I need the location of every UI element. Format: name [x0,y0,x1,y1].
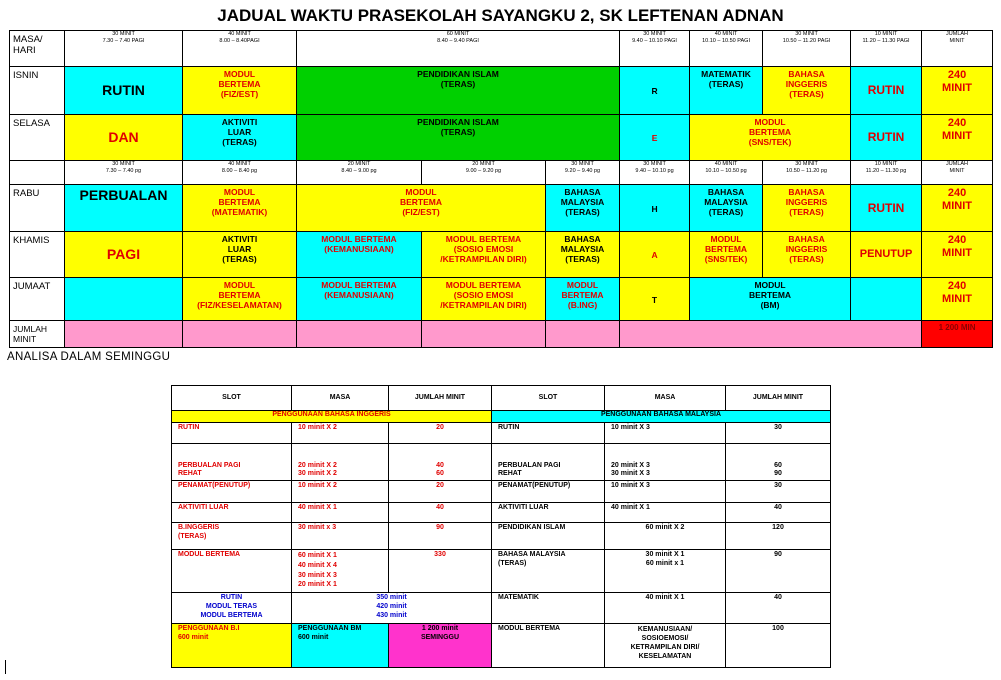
cell-kemanusiaan-2: MODUL BERTEMA (KEMANUSIAAN) [297,278,422,321]
bi-masa: 20 minit X 2 30 minit X 2 [292,444,389,481]
bi-masa: 60 minit X 1 40 minit X 4 30 minit X 3 20 minit X 1 [292,550,389,593]
bi-masa: 30 minit x 3 [292,523,389,550]
slot-header-7: 10 MINIT 11.20 – 11.30 PAGI [851,31,922,67]
cell-pendidikan-islam-2: PENDIDIKAN ISLAM (TERAS) [297,115,620,161]
slot2-header-7: 10 MINIT 11.20 – 11.30 pg [851,161,922,185]
cell-modul-matematik: MODUL BERTEMA (MATEMATIK) [183,185,297,232]
cell-bahasa-malaysia-3: BAHASA MALAYSIA (TERAS) [546,232,620,278]
bi-masa: 40 minit X 1 [292,503,389,523]
bm-masa: 30 minit X 1 60 minit x 1 [605,550,726,593]
cell-bahasa-malaysia-2: BAHASA MALAYSIA (TERAS) [690,185,763,232]
header-slot-2: SLOT [492,386,605,411]
pink-cell [620,321,922,348]
bm-jumlah: 30 [726,481,831,503]
bi-slot: AKTIVITI LUAR [172,503,292,523]
bm-slot: PENAMAT(PENUTUP) [492,481,605,503]
bm-slot: PENDIDIKAN ISLAM [492,523,605,550]
bm-jumlah: 60 90 [726,444,831,481]
bm-section-title: PENGGUNAAN BAHASA MALAYSIA [492,411,831,423]
header-jumlah: JUMLAH MINIT [389,386,492,411]
bi-section-title: PENGGUNAAN BAHASA INGGERIS [172,411,492,423]
slot2-header-4: 30 MINIT 9.40 – 10.10 pg [620,161,690,185]
cell-aktiviti-luar-2: AKTIVITI LUAR (TERAS) [183,232,297,278]
masa-hari-header: MASA/ HARI [10,31,65,67]
slot2-header-total: JUMLAH MINIT [922,161,993,185]
cell-rehat-r: R [620,67,690,115]
bi-jumlah: 40 [389,503,492,523]
cell-total-jumaat: 240 MINIT [922,278,993,321]
page-title: JADUAL WAKTU PRASEKOLAH SAYANGKU 2, SK LEFTENAN ADNAN [217,6,784,25]
penggunaan-bm-cell: PENGGUNAAN BM 600 minit [292,624,389,668]
cell-total-isnin: 240 MINIT [922,67,993,115]
cell-rehat-t: T [620,278,690,321]
header-jumlah-2: JUMLAH MINIT [726,386,831,411]
cell-kemanusiaan: MODUL BERTEMA (KEMANUSIAAN) [297,232,422,278]
bm-masa: 60 minit X 2 [605,523,726,550]
header-masa: MASA [292,386,389,411]
summary-slots: RUTIN MODUL TERAS MODUL BERTEMA [172,593,292,624]
bm-slot: MODUL BERTEMA [492,624,605,668]
cell-modul-fiz-est-2: MODUL BERTEMA (FIZ/EST) [297,185,546,232]
bi-masa: 10 minit X 2 [292,481,389,503]
cell-rutin-end-2: RUTIN [851,115,922,161]
cell-penutup: PENUTUP [851,232,922,278]
cell-aktiviti-luar: AKTIVITI LUAR (TERAS) [183,115,297,161]
penggunaan-bi-cell: PENGGUNAAN B.I 600 minit [172,624,292,668]
bi-masa: 10 minit X 2 [292,423,389,444]
slot-header-5: 40 MINIT 10.10 – 10.50 PAGI [690,31,763,67]
slot2-header-5: 40 MINIT 10.10 – 10.50 pg [690,161,763,185]
bm-masa: 20 minit X 3 30 minit X 3 [605,444,726,481]
cell-modul-fiz-est: MODUL BERTEMA (FIZ/EST) [183,67,297,115]
bi-slot: B.INGGERIS (TERAS) [172,523,292,550]
bi-jumlah: 90 [389,523,492,550]
cell-total-khamis: 240 MINIT [922,232,993,278]
day-rabu: RABU [10,185,65,232]
bi-slot: PERBUALAN PAGI REHAT [172,444,292,481]
day-selasa: SELASA [10,115,65,161]
pink-cell [65,321,183,348]
jumlah-minit-label: JUMLAH MINIT [10,321,65,348]
bm-jumlah: 40 [726,503,831,523]
pink-cell [546,321,620,348]
cell-bahasa-malaysia: BAHASA MALAYSIA (TERAS) [546,185,620,232]
slot2-header-1: 30 MINIT 7.30 – 7.40 pg [65,161,183,185]
bm-slot: AKTIVITI LUAR [492,503,605,523]
day-isnin: ISNIN [10,67,65,115]
slot-header-2: 40 MINIT 8.00 – 8.40PAGI [183,31,297,67]
cell-rehat-e: E [620,115,690,161]
slot2-header-3b: 20 MINIT 9.00 – 9.20 pg [422,161,546,185]
bm-masa: 10 minit X 3 [605,481,726,503]
weekly-total-cell: 1 200 minit SEMINGGU [389,624,492,668]
cell-modul-sns-tek: MODUL BERTEMA (SNS/TEK) [690,115,851,161]
cell-rehat-h: H [620,185,690,232]
slot2-header-3a: 20 MINIT 8.40 – 9.00 pg [297,161,422,185]
slot-header-1: 30 MINIT 7.30 – 7.40 PAGI [65,31,183,67]
slot-header-6: 30 MINIT 10.50 – 11.20 PAGI [763,31,851,67]
slot-header-total: JUMLAH MINIT [922,31,993,67]
day-jumaat: JUMAAT [10,278,65,321]
day-khamis: KHAMIS [10,232,65,278]
pink-cell [422,321,546,348]
cell-bahasa-inggeris-2: BAHASA INGGERIS (TERAS) [763,185,851,232]
bm-masa: 40 minit X 1 [605,503,726,523]
cell-total-selasa: 240 MINIT [922,115,993,161]
analysis-label: ANALISA DALAM SEMINGGU [7,351,171,363]
cell-modul-sns-tek-2: MODUL BERTEMA (SNS/TEK) [690,232,763,278]
bm-jumlah: 30 [726,423,831,444]
bm-masa: 40 minit X 1 [605,593,726,624]
bi-slot: RUTIN [172,423,292,444]
cell-sosio-emosi: MODUL BERTEMA (SOSIO EMOSI /KETRAMPILAN DIRI) [422,232,546,278]
cell-sosio-emosi-2: MODUL BERTEMA (SOSIO EMOSI /KETRAMPILAN DIRI) [422,278,546,321]
cell-pendidikan-islam: PENDIDIKAN ISLAM (TERAS) [297,67,620,115]
bi-slot: MODUL BERTEMA [172,550,292,593]
cell-dan: DAN [65,115,183,161]
timetable [9,30,993,348]
bi-jumlah: 20 [389,423,492,444]
cell-modul-bm: MODUL BERTEMA (BM) [690,278,851,321]
cell-bahasa-inggeris: BAHASA INGGERIS (TERAS) [763,67,851,115]
bm-slot: BAHASA MALAYSIA (TERAS) [492,550,605,593]
cell-rutin-end-3: RUTIN [851,185,922,232]
cell-rutin-end: RUTIN [851,67,922,115]
text-cursor [5,660,6,674]
analysis-table [171,385,831,668]
bm-jumlah: 100 [726,624,831,668]
cell-total-rabu: 240 MINIT [922,185,993,232]
cell-modul-bing: MODUL BERTEMA (B.ING) [546,278,620,321]
cell-pagi: PAGI [65,232,183,278]
bm-masa: KEMANUSIAAN/ SOSIOEMOSI/ KETRAMPILAN DIRI/ KESELAMATAN [605,624,726,668]
bm-jumlah: 120 [726,523,831,550]
header-masa-2: MASA [605,386,726,411]
cell-grand-total: 1 200 MIN [922,321,993,348]
pink-cell [183,321,297,348]
cell-jumaat-blank [65,278,183,321]
header-slot: SLOT [172,386,292,411]
bm-jumlah: 40 [726,593,831,624]
cell-matematik: MATEMATIK (TERAS) [690,67,763,115]
bi-jumlah: 330 [389,550,492,593]
bm-slot: PERBUALAN PAGI REHAT [492,444,605,481]
summary-minutes: 350 minit 420 minit 430 minit [292,593,492,624]
cell-modul-fiz-keselamatan: MODUL BERTEMA (FIZ/KESELAMATAN) [183,278,297,321]
bm-slot: RUTIN [492,423,605,444]
slot2-header-2: 40 MINIT 8.00 – 8.40 pg [183,161,297,185]
bi-jumlah: 40 60 [389,444,492,481]
slot2-header-6: 30 MINIT 10.50 – 11.20 pg [763,161,851,185]
cell-bahasa-inggeris-3: BAHASA INGGERIS (TERAS) [763,232,851,278]
bm-masa: 10 minit X 3 [605,423,726,444]
cell-perbualan: PERBUALAN [65,185,183,232]
blank-header-cell [10,161,65,185]
cell-rutin: RUTIN [65,67,183,115]
bi-jumlah: 20 [389,481,492,503]
cell-jumaat-blank-2 [851,278,922,321]
pink-cell [297,321,422,348]
bi-slot: PENAMAT(PENUTUP) [172,481,292,503]
bm-slot: MATEMATIK [492,593,605,624]
slot-header-4: 30 MINIT 9.40 – 10.10 PAGI [620,31,690,67]
slot-header-3: 60 MINIT 8.40 – 9.40 PAGI [297,31,620,67]
cell-rehat-a: A [620,232,690,278]
slot2-header-3c: 30 MINIT 9.20 – 9.40 pg [546,161,620,185]
bm-jumlah: 90 [726,550,831,593]
